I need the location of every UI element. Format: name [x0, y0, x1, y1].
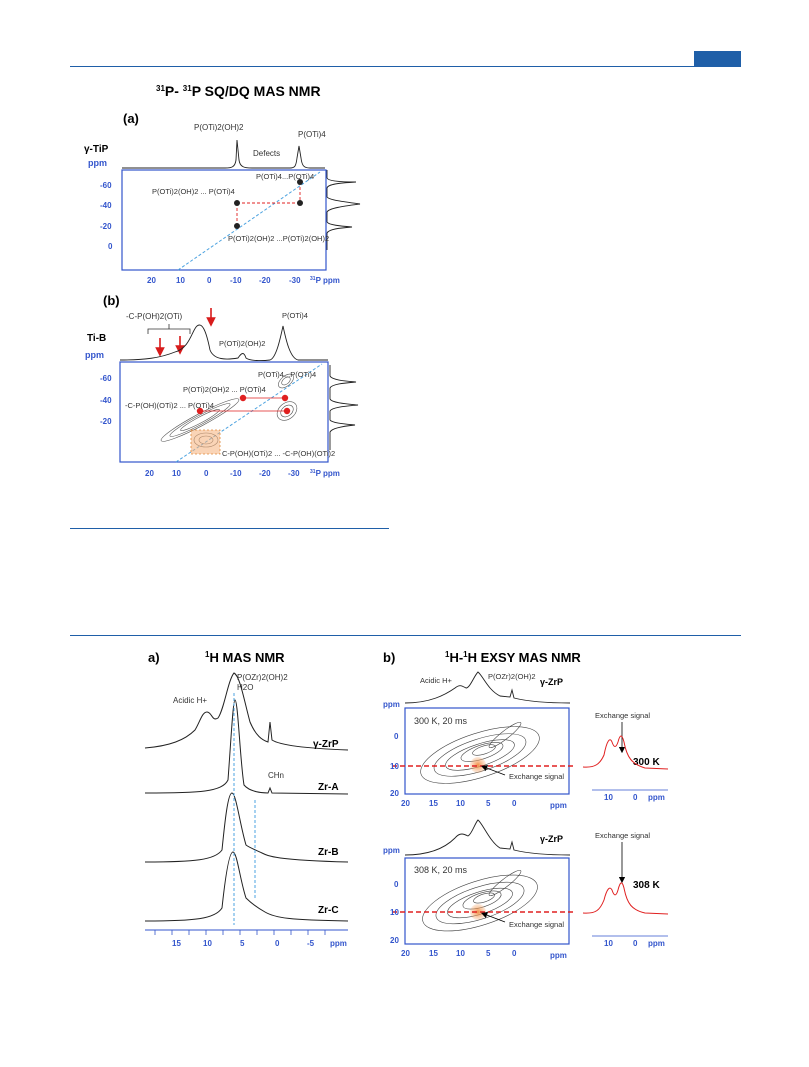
exsy2-xunit: ppm: [550, 951, 567, 960]
panel-b-ann3: -C-P(OH)(OTi)2 ... P(OTi)4: [125, 401, 215, 410]
bottom-a-title: [205, 650, 285, 665]
panel-b-label: (b): [103, 293, 120, 308]
bottom-a-sample-2: Zr-A: [318, 782, 339, 793]
side2-xticks: [604, 939, 665, 948]
exsy2-condition: 308 K, 20 ms: [414, 865, 468, 875]
side2-temp: 308 K: [633, 880, 660, 891]
exsy2-ytick-2: 20: [390, 936, 399, 945]
bottom-a-xunit: ppm: [330, 939, 347, 948]
panel-b-yunit: ppm: [85, 350, 104, 360]
exsy1-yticks: [390, 732, 399, 798]
top-title-mid: P-: [164, 83, 183, 99]
side1-xtick-0: 10: [604, 793, 613, 802]
exsy1-xticks: [401, 799, 567, 810]
panel-a-ann1: P(OTi)4...P(OTi)4: [256, 172, 315, 181]
exsy2-xtick-1: 15: [429, 949, 438, 958]
exsy1-xtick-2: 10: [456, 799, 465, 808]
panel-b-bracket-label: -C-P(OH)2(OTi): [126, 312, 183, 321]
exsy2-xtick-3: 5: [486, 949, 491, 958]
panel-a-label: (a): [123, 111, 139, 126]
exsy1-xtick-3: 5: [486, 799, 491, 808]
bottom-a-ann-h2o: H2O: [237, 683, 254, 692]
top-title: [156, 83, 321, 99]
panel-a-xtick-1: 10: [176, 276, 185, 285]
panel-a-xunit-text: P ppm: [315, 276, 340, 285]
panel-b-bracket: [148, 324, 190, 334]
panel-a-top-projection: [122, 140, 325, 168]
side2-exchange-label: Exchange signal: [595, 831, 651, 840]
panel-a-ytick-0: -60: [100, 181, 112, 190]
exsy1-ytick-1: 10: [390, 762, 399, 771]
top-title-sup1: 31: [156, 84, 165, 93]
top-title-sup2: 31: [182, 84, 192, 93]
panel-a-connectors: [237, 182, 300, 226]
bottom-a-xticks: [172, 939, 347, 948]
panel-b-xticks: [145, 469, 300, 478]
exsy1-xtick-0: 20: [401, 799, 410, 808]
bottom-a-spectra: [145, 673, 348, 921]
panel-b-peak-mid: P(OTi)2(OH)2: [219, 339, 266, 348]
bottom-a-xtick-0: 15: [172, 939, 181, 948]
panel-a-ytick-3: 0: [108, 242, 113, 251]
bottom-a-xtick-3: 0: [275, 939, 280, 948]
exsy2-yunit: ppm: [383, 846, 400, 855]
panel-b-sample: Ti-B: [87, 333, 107, 344]
panel-b-ytick-2: -20: [100, 417, 112, 426]
panel-b-xtick-3: -10: [230, 469, 242, 478]
side1-xunit: ppm: [648, 793, 665, 802]
panel-a-peak1: P(OTi)2(OH)2: [194, 123, 244, 132]
bottom-a-sample-3: Zr-B: [318, 847, 339, 858]
panel-a-xtick-5: -30: [289, 276, 301, 285]
panel-a-peak2: P(OTi)4: [298, 130, 326, 139]
panel-a-ytick-2: -20: [100, 222, 112, 231]
exsy2-yticks: [390, 880, 399, 945]
exsy1-xunit: ppm: [550, 801, 567, 810]
panel-b-side-projection: [330, 365, 358, 450]
panel-b-crosspeak-1: [240, 395, 246, 401]
bottom-a-ann-acidic: Acidic H+: [173, 696, 208, 705]
exsy2-ytick-1: 10: [390, 908, 399, 917]
side1-xtick-1: 0: [633, 793, 638, 802]
exsy1-yunit: ppm: [383, 700, 400, 709]
exsy2-xtick-4: 0: [512, 949, 517, 958]
bottom-b-label: b): [383, 650, 396, 665]
exsy1-xtick-1: 15: [429, 799, 438, 808]
panel-a-xtick-2: 0: [207, 276, 212, 285]
panel-a-plot-frame: [122, 170, 326, 270]
bottom-a-xtick-1: 10: [203, 939, 212, 948]
bottom-a-xtick-4: -5: [307, 939, 315, 948]
exsy2-contour-6: [487, 868, 523, 899]
panel-a-xticks: [147, 276, 301, 285]
exsy1-acidic: Acidic H+: [420, 676, 452, 685]
panel-b-ytick-0: -60: [100, 374, 112, 383]
panel-a-defects: Defects: [253, 149, 281, 158]
exsy1-ytick-0: 0: [394, 732, 399, 741]
panel-b-xtick-5: -30: [288, 469, 300, 478]
panel-b-ann4: C-P(OH)(OTi)2 ... -C-P(OH)(OTi)2: [222, 449, 336, 458]
side2-xtick-0: 10: [604, 939, 613, 948]
exsy2-sample: γ-ZrP: [540, 834, 564, 844]
panel-a-yticks: [100, 181, 113, 251]
panel-b-xunit: [310, 469, 340, 478]
exsy1-condition: 300 K, 20 ms: [414, 716, 468, 726]
panel-a-xtick-0: 20: [147, 276, 156, 285]
panel-a-yunit: ppm: [88, 158, 107, 168]
panel-a-xtick-3: -10: [230, 276, 242, 285]
exsy1-contour-6: [487, 720, 523, 751]
exsy2-contours: [416, 864, 544, 943]
bottom-a-ann-pozr: P(OZr)2(OH)2: [237, 673, 288, 682]
bottom-a-sample-1: γ-ZrP: [313, 739, 339, 750]
exsy2-xticks: [401, 949, 567, 960]
bottom-b-title-rest: H EXSY MAS NMR: [467, 650, 581, 665]
panel-b-ann1: P(OTi)4...P(OTi)4: [258, 370, 317, 379]
panel-a-xunit: [310, 276, 340, 285]
bottom-a-title-text: H MAS NMR: [209, 650, 285, 665]
panel-a-crosspeak-1: [234, 200, 240, 206]
side2-xunit: ppm: [648, 939, 665, 948]
bottom-b-title-mid: H-: [449, 650, 464, 665]
panel-b-crosspeak-2: [282, 395, 288, 401]
exsy1-contours: [414, 715, 546, 795]
panel-b-xunit-sup: 31: [310, 469, 316, 475]
exsy2-xtick-0: 20: [401, 949, 410, 958]
bottom-a-ann-chn: CHn: [268, 771, 285, 780]
panel-a-sample: γ-TiP: [84, 144, 109, 155]
top-title-rest: P SQ/DQ MAS NMR: [191, 83, 321, 99]
panel-b-yticks: [100, 374, 112, 426]
side1-exchange-label: Exchange signal: [595, 711, 651, 720]
panel-b-xunit-text: P ppm: [315, 469, 340, 478]
bottom-a-sample-4: Zr-C: [318, 905, 339, 916]
panel-a-crosspeak-3: [297, 200, 303, 206]
panel-b-ytick-1: -40: [100, 396, 112, 405]
bottom-a-xtick-2: 5: [240, 939, 245, 948]
bottom-b-title: [445, 650, 581, 665]
panel-b-ann2: P(OTi)2(OH)2 ... P(OTi)4: [183, 385, 266, 394]
panel-b-xtick-4: -20: [259, 469, 271, 478]
exsy1-exchange-pointer: [484, 767, 505, 775]
exsy2-exchange-label: Exchange signal: [509, 920, 565, 929]
exsy1-exchange-marker: [470, 757, 486, 773]
panel-a-ann3: P(OTi)2(OH)2 ...P(OTi)2(OH)2: [228, 234, 330, 243]
exsy1-xtick-4: 0: [512, 799, 517, 808]
exsy1-exchange-label: Exchange signal: [509, 772, 565, 781]
panel-a-crosspeak-4: [234, 223, 240, 229]
panel-b-xtick-0: 20: [145, 469, 154, 478]
panel-a-side-projection: [327, 170, 360, 250]
panel-b-xtick-1: 10: [172, 469, 181, 478]
side1-temp: 300 K: [633, 757, 660, 768]
panel-a-xunit-sup: 31: [310, 276, 316, 282]
exsy1-pozr: P(OZr)2(OH)2: [488, 672, 536, 681]
bottom-a-title-sup: 1: [205, 650, 210, 659]
panel-b-crosspeak-4: [284, 408, 290, 414]
side1-xticks: [604, 793, 665, 802]
bottom-b-title-sup1: 1: [445, 650, 450, 659]
exsy1-ytick-2: 20: [390, 789, 399, 798]
bottom-a-xticklines: [155, 930, 325, 935]
panel-b-highlight-box: [191, 430, 220, 454]
side2-xtick-1: 0: [633, 939, 638, 948]
exsy1-sample: γ-ZrP: [540, 677, 564, 687]
panel-b-xtick-2: 0: [204, 469, 209, 478]
bottom-b-title-sup2: 1: [463, 650, 468, 659]
exsy2-ytick-0: 0: [394, 880, 399, 889]
panel-a-xtick-4: -20: [259, 276, 271, 285]
panel-b-peak-right: P(OTi)4: [282, 311, 308, 320]
panel-a-crosspeaks: [234, 179, 303, 229]
bottom-a-label: a): [148, 650, 160, 665]
exsy2-xtick-2: 10: [456, 949, 465, 958]
panel-a-ann2: P(OTi)2(OH)2 ... P(OTi)4: [152, 187, 235, 196]
panel-a-ytick-1: -40: [100, 201, 112, 210]
